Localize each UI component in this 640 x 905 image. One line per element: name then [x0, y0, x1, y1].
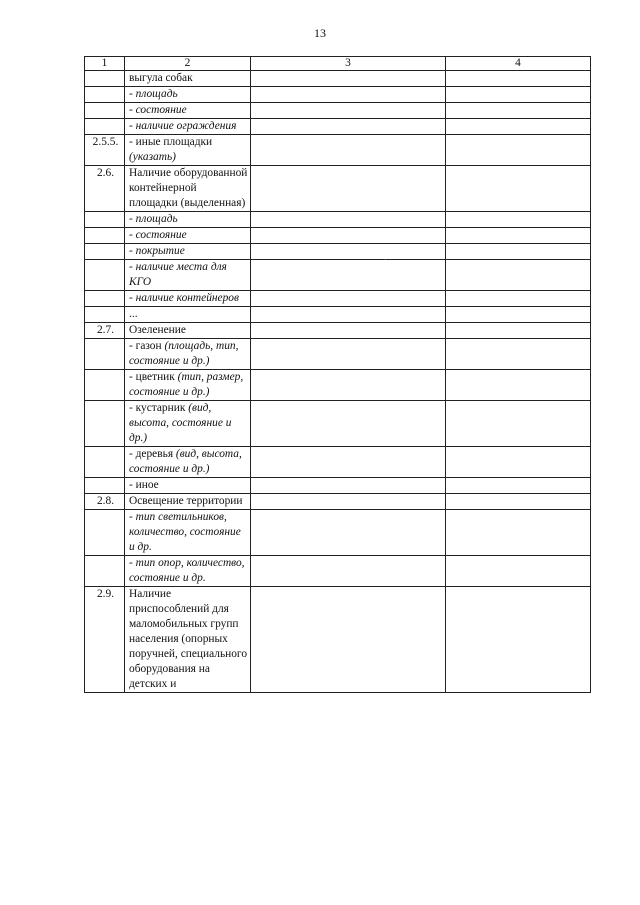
- col3-cell: [251, 478, 446, 494]
- col4-cell: [446, 71, 591, 87]
- item-text: - состояние: [129, 229, 187, 241]
- table-row: [85, 166, 591, 212]
- row-item: [125, 307, 251, 323]
- item-text: ...: [129, 308, 138, 320]
- col4-cell: [446, 478, 591, 494]
- col3-cell: [251, 494, 446, 510]
- row-item: [125, 478, 251, 494]
- row-number: [85, 103, 125, 119]
- col3-cell: [251, 339, 446, 370]
- row-number: [85, 339, 125, 370]
- col3-cell: [251, 244, 446, 260]
- col4-cell: [446, 447, 591, 478]
- col4-cell: [446, 228, 591, 244]
- table-row: [85, 291, 591, 307]
- column-header-3: 3: [251, 57, 446, 71]
- item-text: - тип опор, количество, состояние и др.: [129, 557, 245, 584]
- table-row: [85, 212, 591, 228]
- row-item: [125, 135, 251, 166]
- col3-cell: [251, 370, 446, 401]
- table-header-row: [85, 57, 591, 71]
- col4-cell: [446, 260, 591, 291]
- table-row: [85, 447, 591, 478]
- row-number: [85, 71, 125, 87]
- table-row: [85, 370, 591, 401]
- item-text: - покрытие: [129, 245, 185, 257]
- col3-cell: [251, 228, 446, 244]
- row-number: 2.5.5.: [85, 135, 125, 166]
- row-item: [125, 323, 251, 339]
- item-text: Наличие оборудованной контейнерной площадки (выделенная): [129, 167, 248, 209]
- row-number: 2.8.: [85, 494, 125, 510]
- table-row: [85, 87, 591, 103]
- row-number: 2.6.: [85, 166, 125, 212]
- col3-cell: [251, 323, 446, 339]
- table-row: [85, 494, 591, 510]
- item-text: - состояние: [129, 104, 187, 116]
- row-number: [85, 260, 125, 291]
- item-text: (вид, высота, состояние и др.): [129, 448, 242, 475]
- col3-cell: [251, 103, 446, 119]
- row-item: [125, 447, 251, 478]
- item-text: - наличие контейнеров: [129, 292, 239, 304]
- col4-cell: [446, 556, 591, 587]
- col4-cell: [446, 307, 591, 323]
- row-number: [85, 228, 125, 244]
- col4-cell: [446, 212, 591, 228]
- col4-cell: [446, 119, 591, 135]
- row-item: [125, 510, 251, 556]
- col3-cell: [251, 510, 446, 556]
- row-item: [125, 87, 251, 103]
- inspection-table: [84, 56, 591, 693]
- row-number: [85, 556, 125, 587]
- item-text: выгула собак: [129, 72, 193, 84]
- row-number: [85, 447, 125, 478]
- row-item: [125, 119, 251, 135]
- item-text: - газон: [129, 340, 165, 352]
- col3-cell: [251, 119, 446, 135]
- table-row: [85, 244, 591, 260]
- row-item: [125, 494, 251, 510]
- row-number: [85, 401, 125, 447]
- item-text: (тип, размер, состояние и др.): [129, 371, 244, 398]
- table-row: [85, 323, 591, 339]
- table-row: [85, 401, 591, 447]
- row-item: [125, 166, 251, 212]
- col4-cell: [446, 510, 591, 556]
- row-number: [85, 244, 125, 260]
- item-text: - наличие ограждения: [129, 120, 237, 132]
- col3-cell: [251, 260, 446, 291]
- item-text: - тип светильников, количество, состояние и др.: [129, 511, 241, 553]
- table-row: [85, 510, 591, 556]
- row-number: [85, 119, 125, 135]
- table-row: [85, 260, 591, 291]
- col3-cell: [251, 291, 446, 307]
- row-item: [125, 339, 251, 370]
- scan-speck: [385, 259, 386, 260]
- column-header-4: 4: [446, 57, 591, 71]
- item-text: - кустарник: [129, 402, 189, 414]
- col4-cell: [446, 494, 591, 510]
- col3-cell: [251, 166, 446, 212]
- item-text: - наличие места для КГО: [129, 261, 227, 288]
- item-text: - площадь: [129, 88, 178, 100]
- row-number: [85, 510, 125, 556]
- col4-cell: [446, 166, 591, 212]
- col3-cell: [251, 401, 446, 447]
- page-number: 13: [314, 26, 326, 40]
- col3-cell: [251, 556, 446, 587]
- col4-cell: [446, 339, 591, 370]
- row-item: [125, 587, 251, 693]
- table-body: [85, 71, 591, 693]
- table-row: [85, 71, 591, 87]
- row-number: [85, 307, 125, 323]
- table-row: [85, 478, 591, 494]
- col3-cell: [251, 135, 446, 166]
- col3-cell: [251, 212, 446, 228]
- table-row: [85, 587, 591, 693]
- item-text: - иные площадки: [129, 136, 213, 148]
- col3-cell: [251, 71, 446, 87]
- table-row: [85, 307, 591, 323]
- table-row: [85, 556, 591, 587]
- col4-cell: [446, 87, 591, 103]
- item-text: Освещение территории: [129, 495, 243, 507]
- row-number: [85, 291, 125, 307]
- item-text: - цветник: [129, 371, 178, 383]
- col4-cell: [446, 370, 591, 401]
- item-text: Озеленение: [129, 324, 186, 336]
- col4-cell: [446, 244, 591, 260]
- col4-cell: [446, 291, 591, 307]
- row-item: [125, 556, 251, 587]
- row-item: [125, 228, 251, 244]
- row-number: [85, 212, 125, 228]
- row-number: [85, 370, 125, 401]
- col3-cell: [251, 447, 446, 478]
- item-text: - иное: [129, 479, 159, 491]
- col4-cell: [446, 587, 591, 693]
- col3-cell: [251, 587, 446, 693]
- col4-cell: [446, 401, 591, 447]
- item-text: - площадь: [129, 213, 178, 225]
- row-number: 2.9.: [85, 587, 125, 693]
- row-item: [125, 260, 251, 291]
- col4-cell: [446, 323, 591, 339]
- row-item: [125, 401, 251, 447]
- row-number: [85, 87, 125, 103]
- row-item: [125, 103, 251, 119]
- table-row: [85, 119, 591, 135]
- item-text: (вид, высота, состояние и др.): [129, 402, 232, 444]
- table-row: [85, 103, 591, 119]
- row-item: [125, 244, 251, 260]
- row-item: [125, 212, 251, 228]
- row-item: [125, 71, 251, 87]
- col4-cell: [446, 135, 591, 166]
- row-number: [85, 478, 125, 494]
- item-text: - деревья: [129, 448, 176, 460]
- item-text: (указать): [129, 151, 176, 163]
- column-header-1: 1: [85, 57, 125, 71]
- table-row: [85, 135, 591, 166]
- column-header-2: 2: [125, 57, 251, 71]
- item-text: Наличие приспособлений для маломобильных групп населения (опорных поручней, специального оборудования на детских и: [129, 588, 248, 690]
- col4-cell: [446, 103, 591, 119]
- table-row: [85, 339, 591, 370]
- row-number: 2.7.: [85, 323, 125, 339]
- col3-cell: [251, 87, 446, 103]
- item-text: (площадь, тип, состояние и др.): [129, 340, 239, 367]
- row-item: [125, 370, 251, 401]
- col3-cell: [251, 307, 446, 323]
- table-row: [85, 228, 591, 244]
- row-item: [125, 291, 251, 307]
